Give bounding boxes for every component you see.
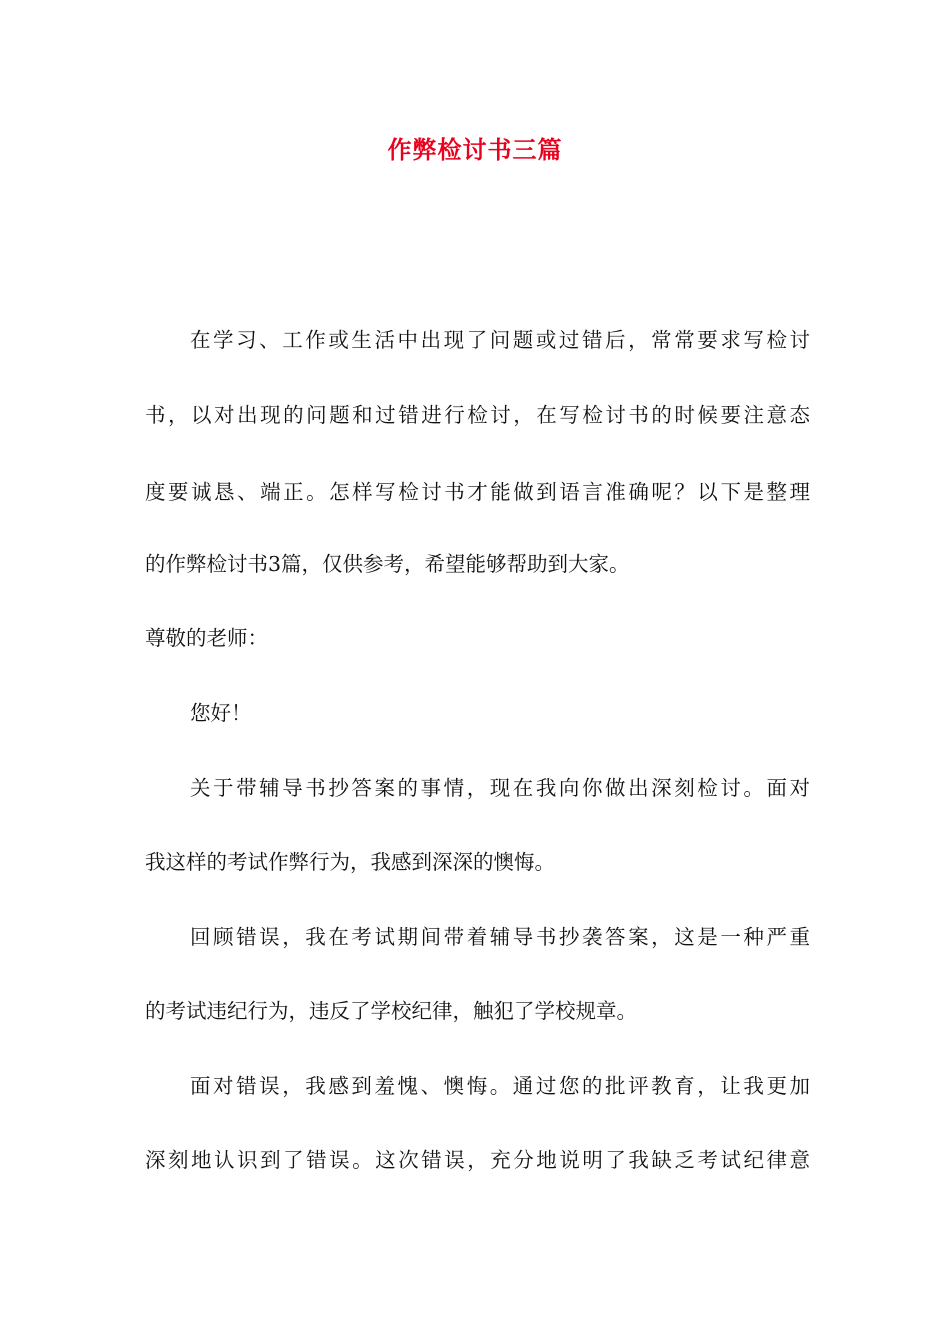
intro-line-1: 在学习、工作或生活中出现了问题或过错后，常常要求写检讨 [190,328,810,352]
paragraph3-line-1: 面对错误，我感到羞愧、懊悔。通过您的批评教育，让我更加 [190,1074,810,1098]
paragraph2-line-1: 回顾错误，我在考试期间带着辅导书抄袭答案，这是一种严重 [190,925,810,949]
salutation: 尊敬的老师： [145,626,268,650]
greeting: 您好！ [190,701,252,725]
paragraph1-line-1: 关于带辅导书抄答案的事情，现在我向你做出深刻检讨。面对 [190,776,810,800]
document-title: 作弊检讨书三篇 [387,135,563,164]
paragraph2-line-2: 的考试违纪行为，违反了学校纪律，触犯了学校规章。 [145,999,637,1023]
paragraph1-line-2: 我这样的考试作弊行为，我感到深深的懊悔。 [145,850,555,874]
intro-line-3: 度要诚恳、端正。怎样写检讨书才能做到语言准确呢？以下是整理 [145,480,810,504]
intro-line-4: 的作弊检讨书3篇，仅供参考，希望能够帮助到大家。 [145,552,630,576]
paragraph3-line-2: 深刻地认识到了错误。这次错误，充分地说明了我缺乏考试纪律意 [145,1148,810,1172]
intro-line-2: 书，以对出现的问题和过错进行检讨，在写检讨书的时候要注意态 [145,403,810,427]
